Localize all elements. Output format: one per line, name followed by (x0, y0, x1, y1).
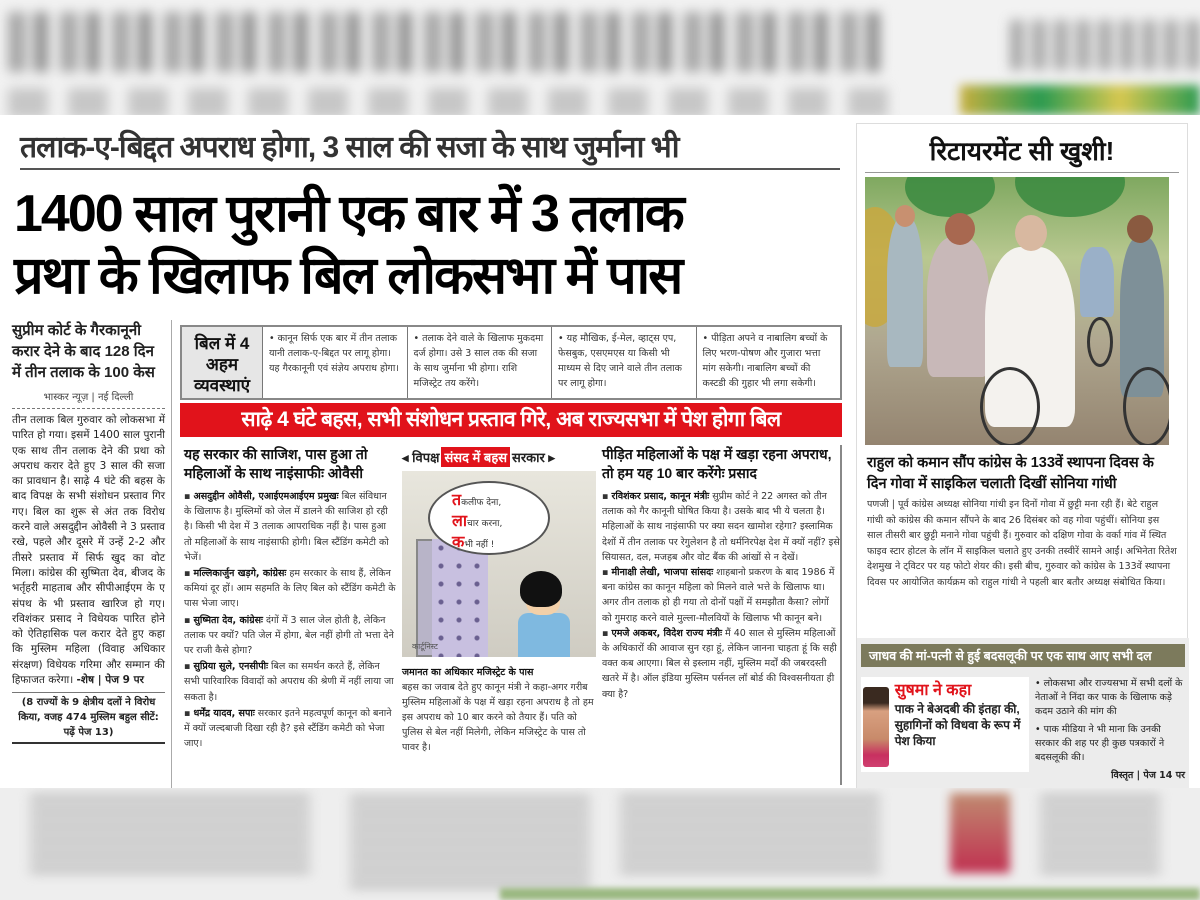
government-column (602, 445, 842, 785)
story-kicker: तलाक-ए-बिद्दत अपराध होगा, 3 साल की सजा के साथ जुर्माना भी (20, 125, 840, 170)
quote-body: पाक ने बेअदबी की इंतहा की, सुहागिनों को विधवा के रूप में पेश किया (894, 702, 1021, 748)
right-column (856, 123, 1188, 788)
photo-story-title: रिटायरमेंट सी खुशी! (865, 132, 1179, 173)
blurred-text (350, 793, 590, 888)
quote-text: मैं 40 साल से मुस्लिम महिलाओं के अधिकारों की आवाज सुन रहा हूं, लेकिन जानना चाहता हूं कि सही वक्त कब आएगा। बिल से इस्लाम नहीं, मुस्लिम मर्दों की जबरदस्ती खतरे में है। ऑल इंडिया मुस्लिम पर्सनल लॉ बोर्ड की विश्वसनीयता ही क्या है? (602, 627, 837, 700)
person-head (945, 213, 975, 245)
palm-foliage (1015, 177, 1125, 217)
speaker: असदुद्दीन ओवैसी, एआईएमआईएम प्रमुखः (193, 491, 339, 502)
left-subhead: सुप्रीम कोर्ट के गैरकानूनी करार देने के बाद 128 दिन में तीन तलाक के 100 केस (12, 322, 155, 381)
opposition-label: ◂ विपक्ष (402, 450, 440, 465)
quote-item: ▪ एमजे अकबर, विदेश राज्य मंत्रीः मैं 40 साल से मुस्लिम महिलाओं के अधिकारों की आवाज सुन रहा हूं, लेकिन जानना चाहता हूं कि सही वक्त कब आएगा। बिल से इस्लाम नहीं, मुस्लिम मर्दों की जबरदस्ती खतरे में है। ऑल इंडिया मुस्लिम पर्सनल लॉ बोर्ड की विश्वसनीयता ही क्या है? (602, 627, 837, 700)
blurred-text (8, 12, 888, 72)
quote-text: शाहबानो प्रकरण के बाद 1986 में बना कांग्रेस का कानून महिला को मिलने वाले भत्ते के खिलाफ था। अगर तीन तलाक हो ही गया तो दोनों पक्षों में समझौता कैसा? लोगों को गुमराह करने वाले मुल्ला-मौलवियों के खिलाफ भी कानून बने। (602, 567, 835, 624)
quote-item: ▪ असदुद्दीन ओवैसी, एआईएमआईएम प्रमुखः बिल संविधान के खिलाफ है। मुस्लिमों को जेल में डालने की साजिश हो रही है। किसी भी देश में 3 तलाक आपराधिक नहीं है। पास हुआ तो महिलाओं के साथ नाइंसाफी होगी। बिल स्टैंडिंग कमेटी को भेजें। (184, 491, 389, 563)
person (1080, 247, 1114, 317)
bubble-initial: क (452, 532, 465, 551)
speaker: मीनाक्षी लेखी, भाजपा सांसदः (611, 567, 714, 579)
provision-item: • यह मौखिक, ई-मेल, व्हाट्स एप, फेसबुक, एसएमएस या किसी भी माध्यम से दिए जाने वाले तीन तलाक पर लागू होगा। (551, 327, 696, 398)
person (927, 237, 989, 377)
palm-foliage (905, 177, 995, 217)
speaker: एमजे अकबर, विदेश राज्य मंत्रीः (611, 627, 722, 639)
continued-link[interactable]: -शेष | पेज 9 पर (76, 674, 144, 687)
bubble-text: कलीफ देना, (461, 498, 502, 508)
speaker: सुप्रिया सुले, एनसीपीः (193, 661, 268, 673)
blurred-footer-strip (0, 788, 1200, 900)
main-headline (14, 183, 854, 307)
quote-item: ▪ सुष्मिता देव, कांग्रेसः दंगों में 3 साल जेल होती है, लेकिन तलाक पर क्यों? पति जेल में होगा, बेल नहीं होगी तो भत्ता देने पर राजी कैसे होगा? (184, 614, 394, 657)
jadhav-point: • लोकसभा और राज्यसभा में सभी दलों के नेताओं ने निंदा कर पाक के खिलाफ कड़े कदम उठाने की मांग की (1035, 678, 1183, 717)
sushma-photo (863, 687, 889, 767)
cartoon-caption (402, 665, 600, 755)
blurred-text (620, 793, 880, 873)
photo-story-body: पणजी | पूर्व कांग्रेस अध्यक्ष सोनिया गांधी इन दिनों गोवा में छुट्टी मना रही हैं। बेटे राहुल गांधी को कांग्रेस की कमान सौंपने के बाद 26 दिसंबर को वह गोवा पहुंचीं। सोनिया इस साल तीसरी बार छुट्टी मनाने गोवा पहुंची हैं। गुरुवार को दक्षिण गोवा के वर्का गांव में स्थित फाइव स्टार होटल के लॉन में साइकिल चलाते हुए उनकी तस्वीरें सामने आईं। अभिनेता रितेश देशमुख ने ट्विटर पर यह फोटो शेयर की। इसी बीच, गुरुवार को कांग्रेस के 133वें स्थापना दिवस पर आयोजित कार्यक्रम को राहुल गांधी ने पहली बार बतौर अध्यक्ष संबोधित किया। (867, 499, 1177, 588)
jadhav-story-box (857, 638, 1189, 788)
jadhav-content (861, 677, 1185, 783)
provisions-title: बिल में 4 अहम व्यवस्थाएं (182, 327, 262, 398)
blurred-text (1040, 793, 1160, 873)
provision-item: • तलाक देने वाले के खिलाफ मुकदमा दर्ज होगा। उसे 3 साल तक की सजा के साथ जुर्माना भी होगा। राशि मजिस्ट्रेट तय करेंगे। (407, 327, 552, 398)
provision-item: • कानून सिर्फ एक बार में तीन तलाक यानी तलाक-ए-बिद्दत पर लागू होगा। यह गैरकानूनी एवं संज्ञेय अपराध होगा। (262, 327, 407, 398)
quote-text: बिल का समर्थन करते हैं, लेकिन सभी पारिवारिक विवादों को अपराध की श्रेणी में नहीं लाया जा सकता है। (184, 661, 394, 703)
quote-block (889, 681, 1027, 768)
jadhav-points (1029, 677, 1185, 783)
continued-link[interactable]: विस्तृत | पेज 14 पर (1111, 770, 1185, 781)
red-banner-headline: साढ़े 4 घंटे बहस, सभी संशोधन प्रस्ताव गिरे, अब राज्यसभा में पेश होगा बिल (180, 403, 842, 437)
person-head (1127, 215, 1153, 243)
speaker: रविशंकर प्रसाद, कानून मंत्रीः (611, 491, 710, 502)
provisions-box (180, 325, 842, 400)
byline: भास्कर न्यूज़ | नई दिल्ली (12, 389, 165, 409)
quote-item: ▪ रविशंकर प्रसाद, कानून मंत्रीः सुप्रीम कोर्ट ने 22 अगस्त को तीन तलाक को गैर कानूनी घोषित किया है। उसके बाद भी ये चलता है। महिलाओं के साथ नाइंसाफी पर क्या सदन खामोश रहेगा? इस्लामिक देशों में तीन तलाक पर रेगुलेशन है तो धर्मनिरपेक्ष देश में क्यों नहीं? इसे सियासत, दल, मजहब और वोट बैंक की आंखों से न देखें। (602, 491, 840, 563)
cartoon-boy (514, 571, 574, 657)
bubble-initial: त (452, 490, 462, 509)
government-label: सरकार ▸ (512, 450, 555, 465)
cartoon-section (402, 445, 600, 783)
opposition-headline: यह सरकार की साजिश, पास हुआ तो महिलाओं के साथ नाइंसाफीः ओवैसी (184, 446, 368, 481)
cartoon-curtain (432, 539, 488, 657)
caption-title: जमानत का अधिकार मजिस्ट्रेट के पास (402, 667, 534, 678)
bicycle-wheel (1087, 317, 1113, 367)
bubble-line (452, 512, 548, 533)
quote-item: ▪ धर्मेंद्र यादव, सपाः सरकार इतने महत्वपूर्ण कानून को बनाने में क्यों जल्दबाजी दिखा रही है? इसे स्टैंडिंग कमेटी को भेजा जाए। (184, 707, 392, 750)
blurred-text (1010, 20, 1200, 70)
photo-sonia-cycling (865, 177, 1169, 445)
cartoon-illustration (402, 471, 596, 657)
cartoonist-signature: कार्टूनिस्ट (412, 642, 438, 651)
quote-text: दंगों में 3 साल जेल होती है, लेकिन तलाक पर क्यों? पति जेल में होगा, बेल नहीं होगी तो भत्ता देने पर राजी कैसे होगा? (184, 614, 394, 657)
boy-hair (520, 571, 562, 607)
quote-item: ▪ मीनाक्षी लेखी, भाजपा सांसदः शाहबानो प्रकरण के बाद 1986 में बना कांग्रेस का कानून महिला को मिलने वाले भत्ते के खिलाफ था। अगर तीन तलाक हो ही गया तो दोनों पक्षों में समझौता कैसा? लोगों को गुमराह करने वाले मुल्ला-मौलवियों के खिलाफ भी कानून बने। (602, 567, 835, 624)
person-head (895, 205, 915, 227)
bubble-initial: ला (452, 511, 467, 530)
sushma-quote-box (861, 677, 1029, 772)
quote-item: ▪ मल्लिकार्जुन खड़गे, कांग्रेसः हम सरकार के साथ हैं, लेकिन कमियां दूर हों। आम सहमति के लिए बिल को स्टैंडिंग कमेटी के पास भेजा जाए। (184, 568, 396, 610)
quote-text: हम सरकार के साथ हैं, लेकिन कमियां दूर हों। आम सहमति के लिए बिल को स्टैंडिंग कमेटी के पास भेजा जाए। (184, 568, 396, 610)
speaker: सुष्मिता देव, कांग्रेसः (193, 614, 263, 626)
speaker: मल्लिकार्जुन खड़गे, कांग्रेसः (193, 568, 287, 580)
quote-item: ▪ सुप्रिया सुले, एनसीपीः बिल का समर्थन करते हैं, लेकिन सभी पारिवारिक विवादों को अपराध की श्रेणी में नहीं लाया जा सकता है। (184, 661, 394, 703)
quote-text: सुप्रीम कोर्ट ने 22 अगस्त को तीन तलाक को गैर कानूनी घोषित किया है। उसके बाद भी ये चलता है। महिलाओं के साथ नाइंसाफी पर क्या सदन खामोश रहेगा? इस्लामिक देशों में तीन तलाक पर रेगुलेशन है तो धर्मनिरपेक्ष देश में क्यों नहीं? इसे सियासत, दल, मजहब और वोट बैंक की आंखों से न देखें। (602, 491, 840, 563)
debate-header (402, 445, 600, 469)
quote-text: सरकार इतने महत्वपूर्ण कानून को बनाने में क्यों जल्दबाजी दिखा रही है? इसे स्टैंडिंग कमेटी को भेजा जाए। (184, 707, 392, 750)
boy-shirt (518, 613, 570, 657)
bubble-line (452, 533, 548, 554)
left-body-text (12, 413, 165, 688)
newspaper-page (0, 115, 1200, 788)
provision-item: • पीड़िता अपने व नाबालिग बच्चों के लिए भरण-पोषण और गुजारा भत्ता मांग सकेगी। नाबालिग बच्चों की कस्टडी की गुहार भी लगा सकेगी। (696, 327, 841, 398)
government-headline: पीड़ित महिलाओं के पक्ष में खड़ा रहना अपराध, तो हम यह 10 बार करेंगेः प्रसाद (602, 446, 832, 481)
quote-text: बिल संविधान के खिलाफ है। मुस्लिमों को जेल में डालने की साजिश हो रही है। किसी भी देश में 3 तलाक आपराधिक नहीं है। पास हुआ तो महिलाओं के साथ नाइंसाफी होगी। बिल स्टैंडिंग कमेटी को भेजें। (184, 491, 389, 563)
speech-bubble (428, 481, 550, 555)
related-note: (8 राज्यों के 9 क्षेत्रीय दलों ने विरोध किया, वजह 474 मुस्लिम बहुल सीटें: पढ़ें पेज 13) (12, 692, 165, 744)
bubble-text: भी नहीं ! (464, 540, 495, 550)
headline-line-1: 1400 साल पुरानी एक बार में 3 तलाक (14, 185, 683, 243)
caption-text: बहस का जवाब देते हुए कानून मंत्री ने कहा-अगर गरीब मुस्लिम महिलाओं के पक्ष में खड़ा रहना अपराध है तो हम इस अपराध को 10 बार करने को तैयार हैं। पति को पुलिस से बेल नहीं मिलेगी, लेकिन मजिस्ट्रेट के पास तो पावर है। (402, 682, 594, 753)
person (887, 217, 923, 367)
jadhav-headline-bar: जाधव की मां-पत्नी से हुई बदसलूकी पर एक साथ आए सभी दल (861, 644, 1185, 667)
jadhav-point: • पाक मीडिया ने भी माना कि उनकी सरकार की शह पर ही कुछ पत्रकारों ने बदसलूकी की। (1035, 724, 1165, 763)
speaker: धर्मेंद्र यादव, सपाः (193, 707, 255, 719)
blurred-photo (950, 793, 1010, 873)
blurred-photo (960, 85, 1200, 115)
person-head (1015, 215, 1047, 251)
blurred-header-strip (0, 0, 1200, 115)
left-column-story (12, 320, 172, 788)
headline-line-2: प्रथा के खिलाफ बिल लोकसभा में पास (14, 247, 682, 305)
opposition-column (184, 445, 396, 785)
blurred-text (30, 793, 310, 873)
debate-label: संसद में बहस (441, 447, 510, 467)
bicycle-wheel (1123, 367, 1169, 445)
blurred-text (8, 88, 888, 115)
blurred-strip (500, 888, 1200, 900)
quote-heading: सुषमा ने कहा (894, 682, 972, 699)
bubble-line (452, 491, 548, 512)
body-paragraph: तीन तलाक बिल गुरुवार को लोकसभा में पारित हो गया। इसमें 1400 साल पुरानी एक साथ तीन तलाक देने की प्रथा को अपराध करार देते हुए 3 साल की सजा का प्रावधान है। साढ़े 4 घंटे की बहस के बाद विपक्ष के सभी संशोधन प्रस्ताव गिर गए। बिल का शुरू से अंत तक विरोध करने वाले असदुद्दीन ओवैसी ने 3 प्रस्ताव रखे, पहले और दूसरे में उन्हें 2-2 और तीसरे प्रस्ताव में सिर्फ खुद का वोट मिला। कांग्रेस की सुष्मिता देव, बीजद के भर्तृहरी माहताब और सीपीआईएम के ए संपथ के भी प्रस्ताव खारिज हो गए। रविशंकर प्रसाद ने विधेयक पारित होने को ऐतिहासिक पल करार देते हुए कहा कि मुस्लिम महिला (विवाह अधिकार संरक्षण) विधेयक गरिमा और सम्मान की हिफाजत करेगा। (12, 414, 165, 687)
bubble-text: चार करना, (467, 519, 503, 529)
bicycle-wheel (980, 367, 1040, 445)
photo-story-headline: राहुल को कमान सौंप कांग्रेस के 133वें स्थापना दिवस के दिन गोवा में साइकिल चलाती दिखीं सोनिया गांधी (867, 455, 1154, 492)
